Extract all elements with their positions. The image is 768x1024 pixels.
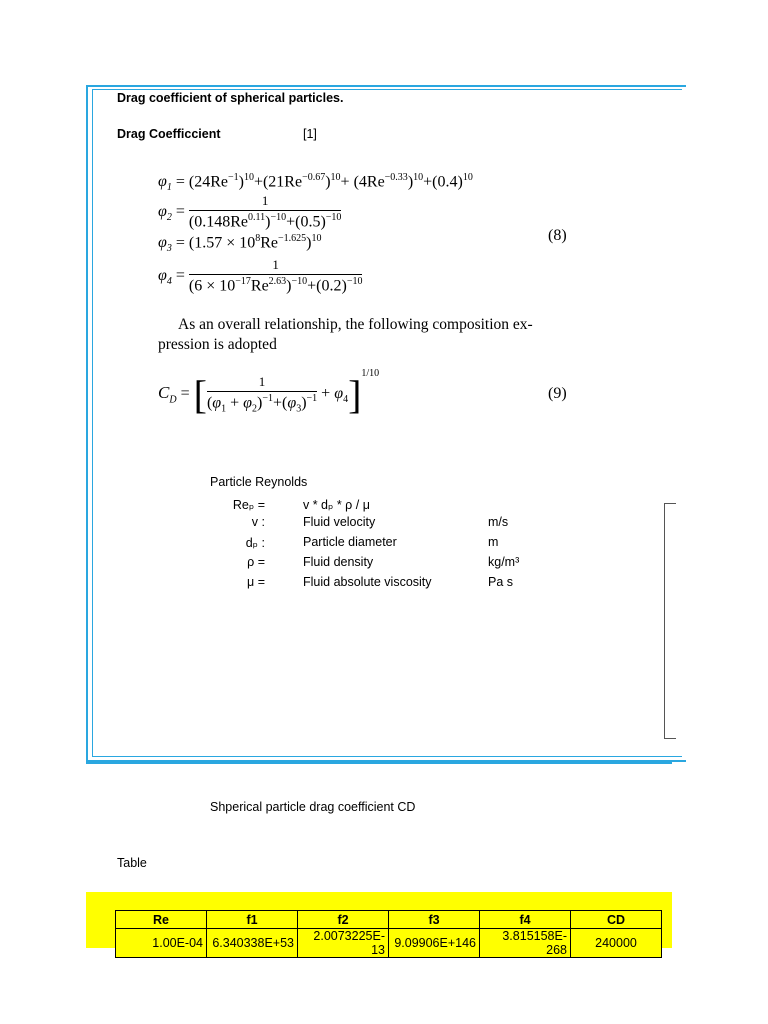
reynolds-symbol: v : [251,515,265,529]
reynolds-description: Fluid density [303,555,374,569]
table-header-cell: f4 [480,911,571,929]
reynolds-symbol: Reₚ = [232,498,265,512]
reynolds-description: Particle diameter [303,535,397,549]
equation-number-9: (9) [548,385,567,402]
reynolds-symbol: μ = [247,575,265,589]
equation-phi3: $\varphi_3 = (1.57 \times 10^8Re^{-1.625})^{10}$ [158,233,322,255]
equation-phi4: $\varphi_4$ = $\frac{1}{(6 \times 10^{-17}Re^{2.63})^{-10}+(0.2)^{-10}}$ [158,257,363,295]
reynolds-unit: m [488,535,499,549]
table-label: Table [117,856,147,870]
table-header-cell: Re [116,911,207,929]
cd-exponent: 1/10 [361,368,380,379]
equation-phi1: $\varphi_1 = (24Re^{-1})^{10}+(21Re^{-0.67})^{10}+ (4Re^{-0.33})^{10}+(0.4)^{10}$ [158,172,473,194]
reference-tag: [1] [303,127,317,141]
table-row [116,929,662,958]
doc-title: Drag coefficient of spherical particles. [117,91,344,105]
reynolds-symbol: dₚ : [245,536,265,550]
table-cell: 3.815158E-268 [480,929,571,958]
reynolds-description: Fluid velocity [303,515,376,529]
phi4-fraction: $\frac{1}{(6 \times 10^{-17}Re^{2.63})^{-10}+(0.2)^{-10}}$ [188,257,363,295]
table-header-cell: f1 [207,911,298,929]
phi2-numerator: 1 [189,193,342,211]
reynolds-heading: Particle Reynolds [210,475,308,489]
phi3-lhs: $\varphi_3$ [158,234,172,255]
reynolds-unit: kg/m³ [488,555,520,569]
equation-number-8: (8) [548,227,567,244]
table-cell: 2.0073225E-13 [298,929,389,958]
paragraph-line-1: As an overall relationship, the following composition ex- [178,316,533,333]
table-header-cell: f3 [389,911,480,929]
phi1-lhs: $\varphi_1$ [158,173,172,194]
drag-coefficient-label: Drag Coefficcient [117,127,221,141]
table-cell: 1.00E-04 [116,929,207,958]
reynolds-symbol: ρ = [247,555,265,569]
table-cell: 9.09906E+146 [389,929,480,958]
cd-lhs: $C_D$ [158,383,177,406]
cd-table [115,910,662,958]
cd-fraction: $\frac{1}{(\varphi_1 + \varphi_2)^{-1}+(\varphi_3)^{-1}}$ [206,374,318,415]
cd-section-title: Shperical particle drag coefficient CD [210,800,416,814]
reynolds-unit: m/s [488,515,509,529]
table-cell: 240000 [571,929,662,958]
phi2-fraction: $\frac{1}{(0.148Re^{0.11})^{-10}+(0.5)^{-10}}$ [188,193,342,231]
table-header-cell: CD [571,911,662,929]
reynolds-description: v * dₚ * ρ / μ [303,498,370,512]
equation-phi2: $\varphi_2$ = $\frac{1}{(0.148Re^{0.11})^{-10}+(0.5)^{-10}}$ [158,193,342,231]
table-header-cell: f2 [298,911,389,929]
phi2-lhs: $\varphi_2$ [158,202,172,224]
side-bracket [664,503,676,739]
equation-cd: $C_D$ = [ $\frac{1}{(\varphi_1 + \varphi_2)^{-1}+(\varphi_3)^{-1}}$ + $\varphi_4]^{1/10}$ [158,368,380,417]
reynolds-description: Fluid absolute viscosity [303,575,432,589]
reynolds-unit: Pa s [488,575,514,589]
table-header-row [116,911,662,929]
paragraph-line-2: pression is adopted [158,336,277,353]
cd-numerator: 1 [207,374,317,392]
phi4-numerator: 1 [189,257,363,275]
frame-bottom-rule [86,762,672,764]
phi4-lhs: $\varphi_4$ [158,266,172,288]
table-cell: 6.340338E+53 [207,929,298,958]
